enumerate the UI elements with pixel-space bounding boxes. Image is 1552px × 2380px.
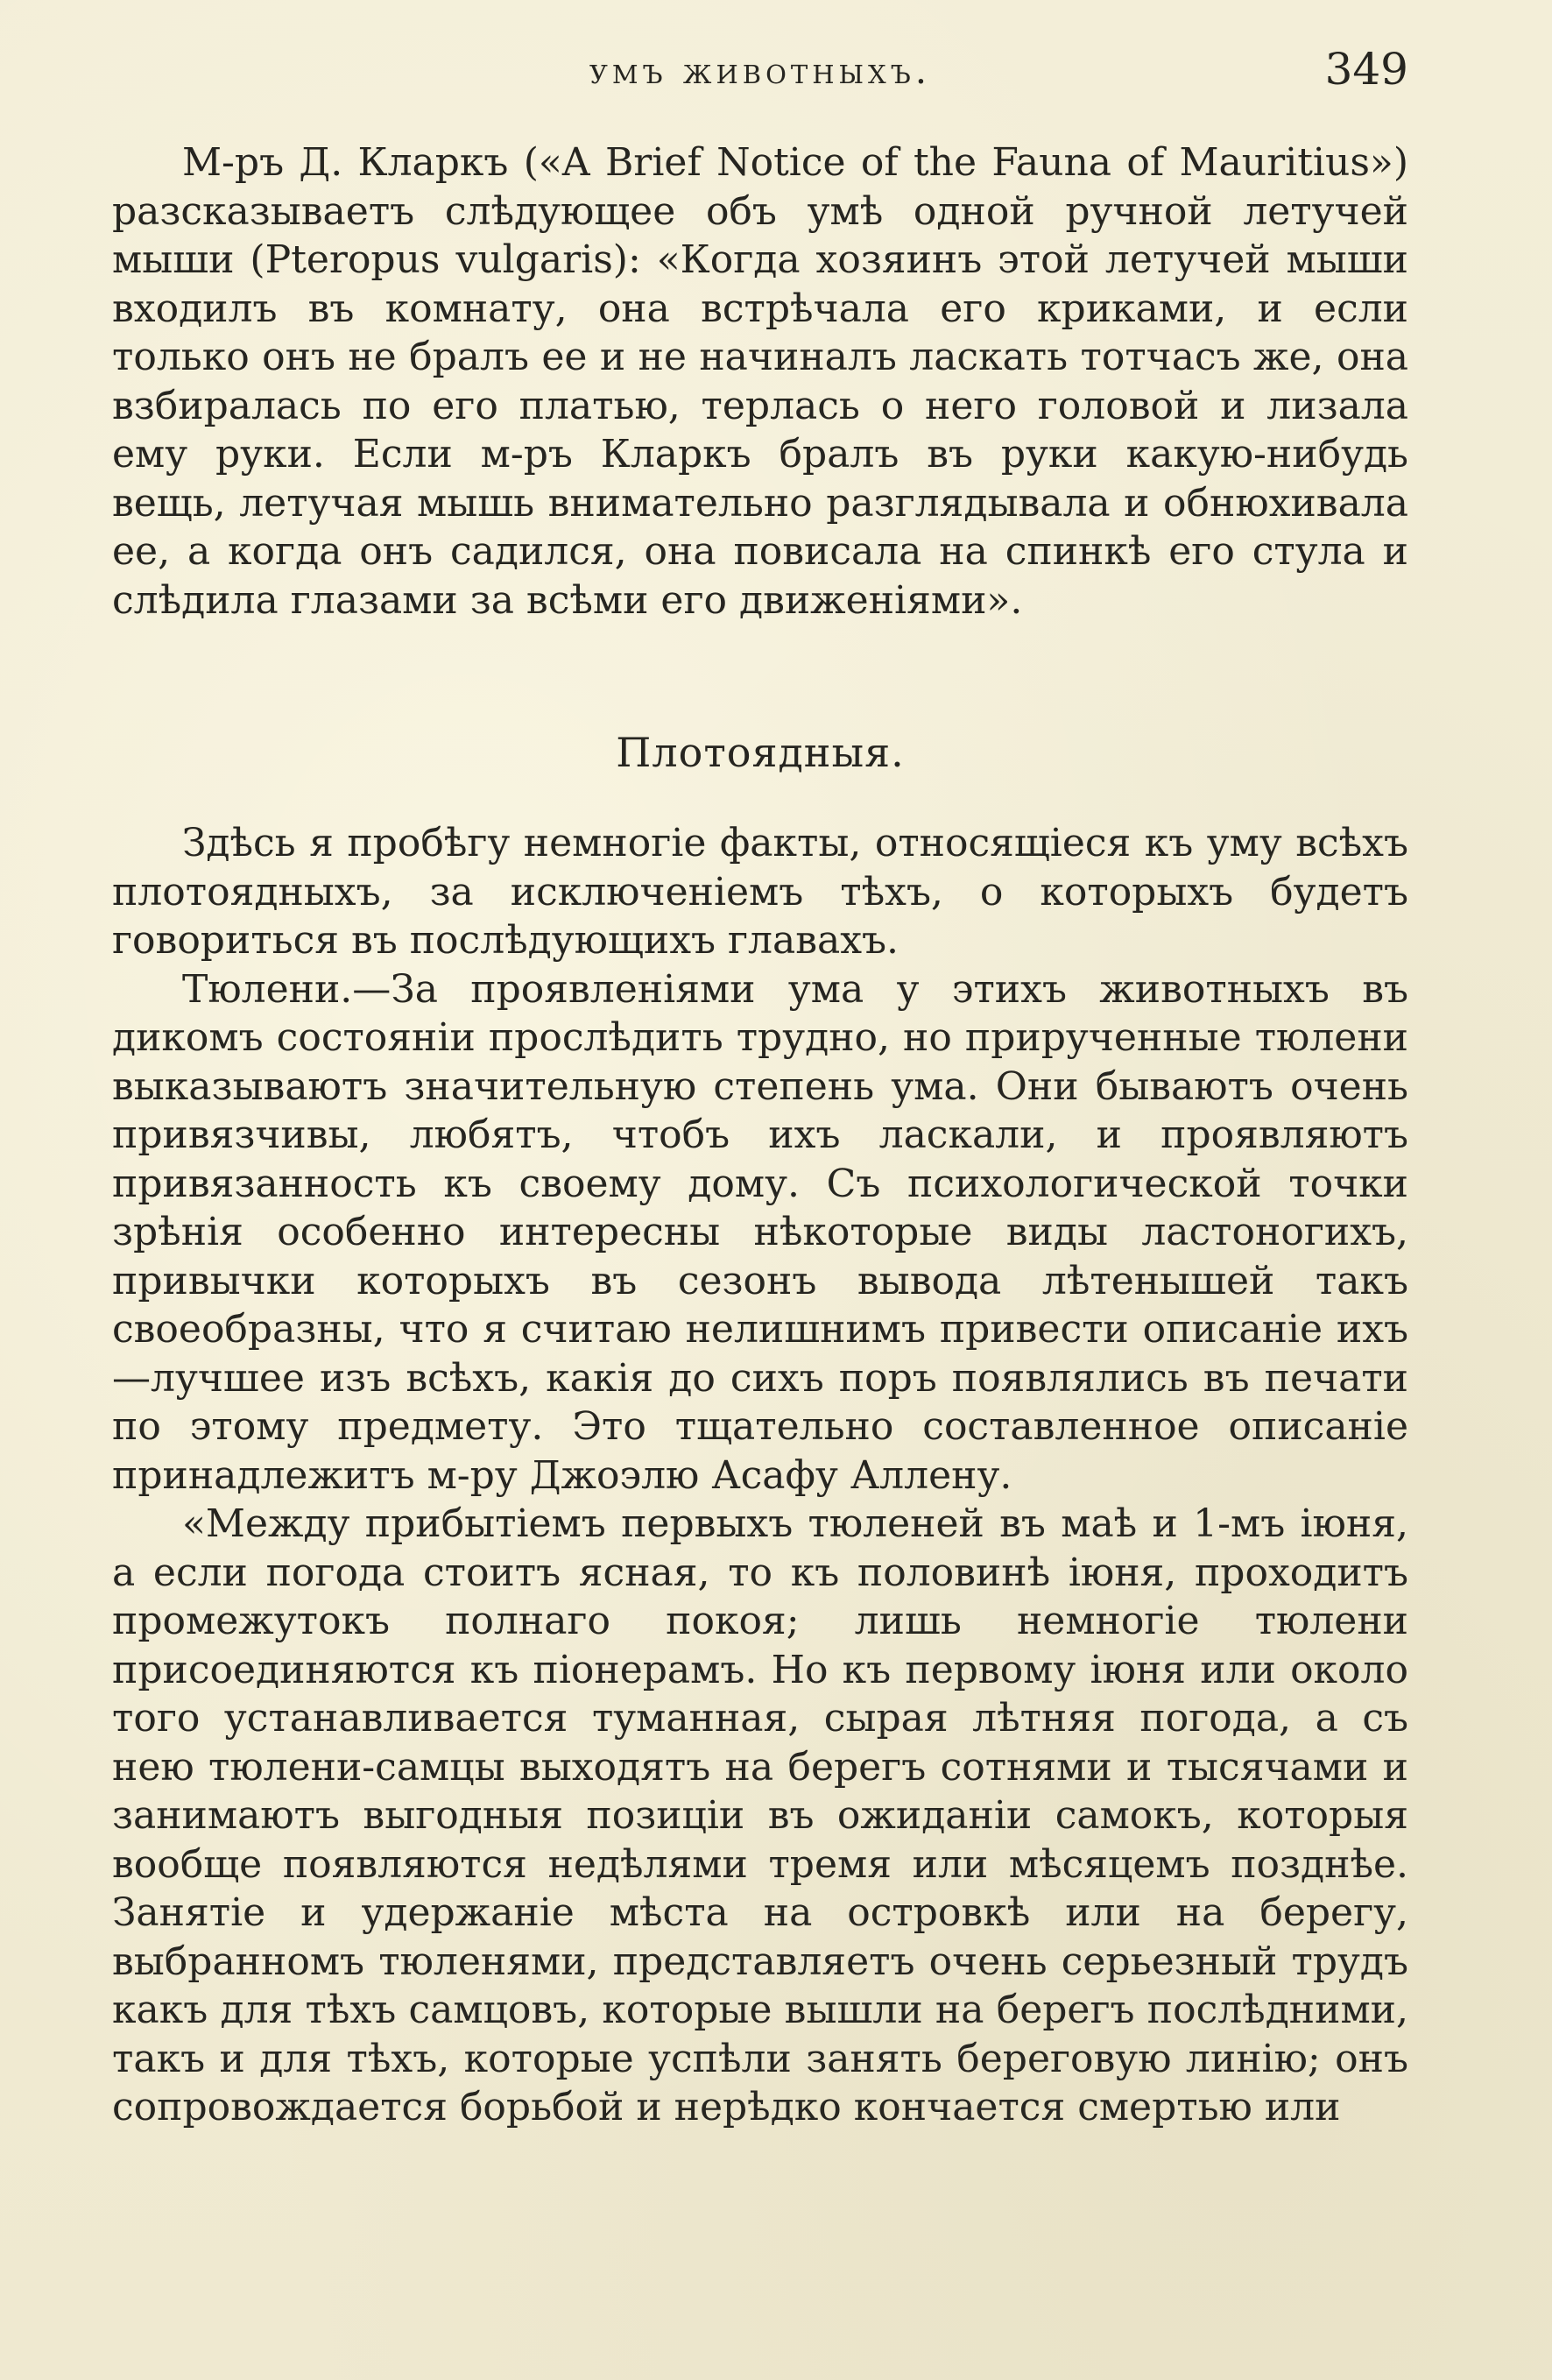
text-block-section	[112, 819, 1408, 2132]
paragraph: Здѣсь я пробѣгу немногіе факты, относящіеся къ уму всѣхъ плотоядныхъ, за исключеніемъ тѣхъ, о которыхъ будетъ говориться въ послѣдующихъ главахъ.	[112, 821, 1408, 963]
page-number: 349	[1324, 44, 1408, 95]
paragraph: «Между прибытіемъ первыхъ тюленей въ маѣ и 1-мъ іюня, а если погода стоитъ ясная, то къ половинѣ іюня, проходитъ промежутокъ полнаго покоя; лишь немногіе тюлени присоединяются къ піонерамъ. Но къ первому іюня или около того устанавливается туманная, сырая лѣтняя погода, а съ нею тюлени-самцы выходятъ на берегъ сотнями и тысячами и занимаютъ выгодныя позиціи въ ожиданіи самокъ, которыя вообще появляются недѣлями тремя или мѣсяцемъ позднѣе. Занятіе и удержаніе мѣста на островкѣ или на берегу, выбранномъ тюленями, представляетъ очень серьезный трудъ какъ для тѣхъ самцовъ, которые вышли на берегъ послѣдними, такъ и для тѣхъ, которые успѣли занять береговую линію; онъ сопровождается борьбой и нерѣдко кончается смертью или	[112, 1501, 1408, 2129]
paragraph: Тюлени.—За проявленіями ума у этихъ животныхъ въ дикомъ состояніи прослѣдить трудно, но прирученные тюлени выказываютъ значительную степень ума. Они бываютъ очень привязчивы, любятъ, чтобъ ихъ ласкали, и проявляютъ привязанность къ своему дому. Съ психологической точки зрѣнія особенно интересны нѣкоторые виды ластоногихъ, привычки которыхъ въ сезонъ вывода лѣтенышей такъ своеобразны, что я считаю нелишнимъ привести описаніе ихъ—лучшее изъ всѣхъ, какія до сихъ поръ появлялись въ печати по этому предмету. Это тщательно составленное описаніе принадлежитъ м-ру Джоэлю Асафу Аллену.	[112, 966, 1408, 1498]
text-block-top	[112, 138, 1408, 625]
running-title: умъ животныхъ.	[589, 49, 932, 92]
section-heading: Плотоядныя.	[616, 729, 905, 776]
paragraph: М-ръ Д. Кларкъ («A Brief Notice of the Fauna of Mauritius») разсказываетъ слѣдующее объ умѣ одной ручной летучей мыши (Pteropus vulgaris): «Когда хозяинъ этой летучей мыши входилъ въ комнату, она встрѣчала его криками, и если только онъ не бралъ ее и не начиналъ ласкать тотчасъ же, она взбиралась по его платью, терлась о него головой и лизала ему руки. Если м-ръ Кларкъ бралъ въ руки какую-нибудь вещь, летучая мышь внимательно разглядывала и обнюхивала ее, а когда онъ садился, она повисала на спинкѣ его стула и слѣдила глазами за всѣми его движеніями».	[112, 140, 1408, 623]
page-header	[112, 42, 1408, 103]
